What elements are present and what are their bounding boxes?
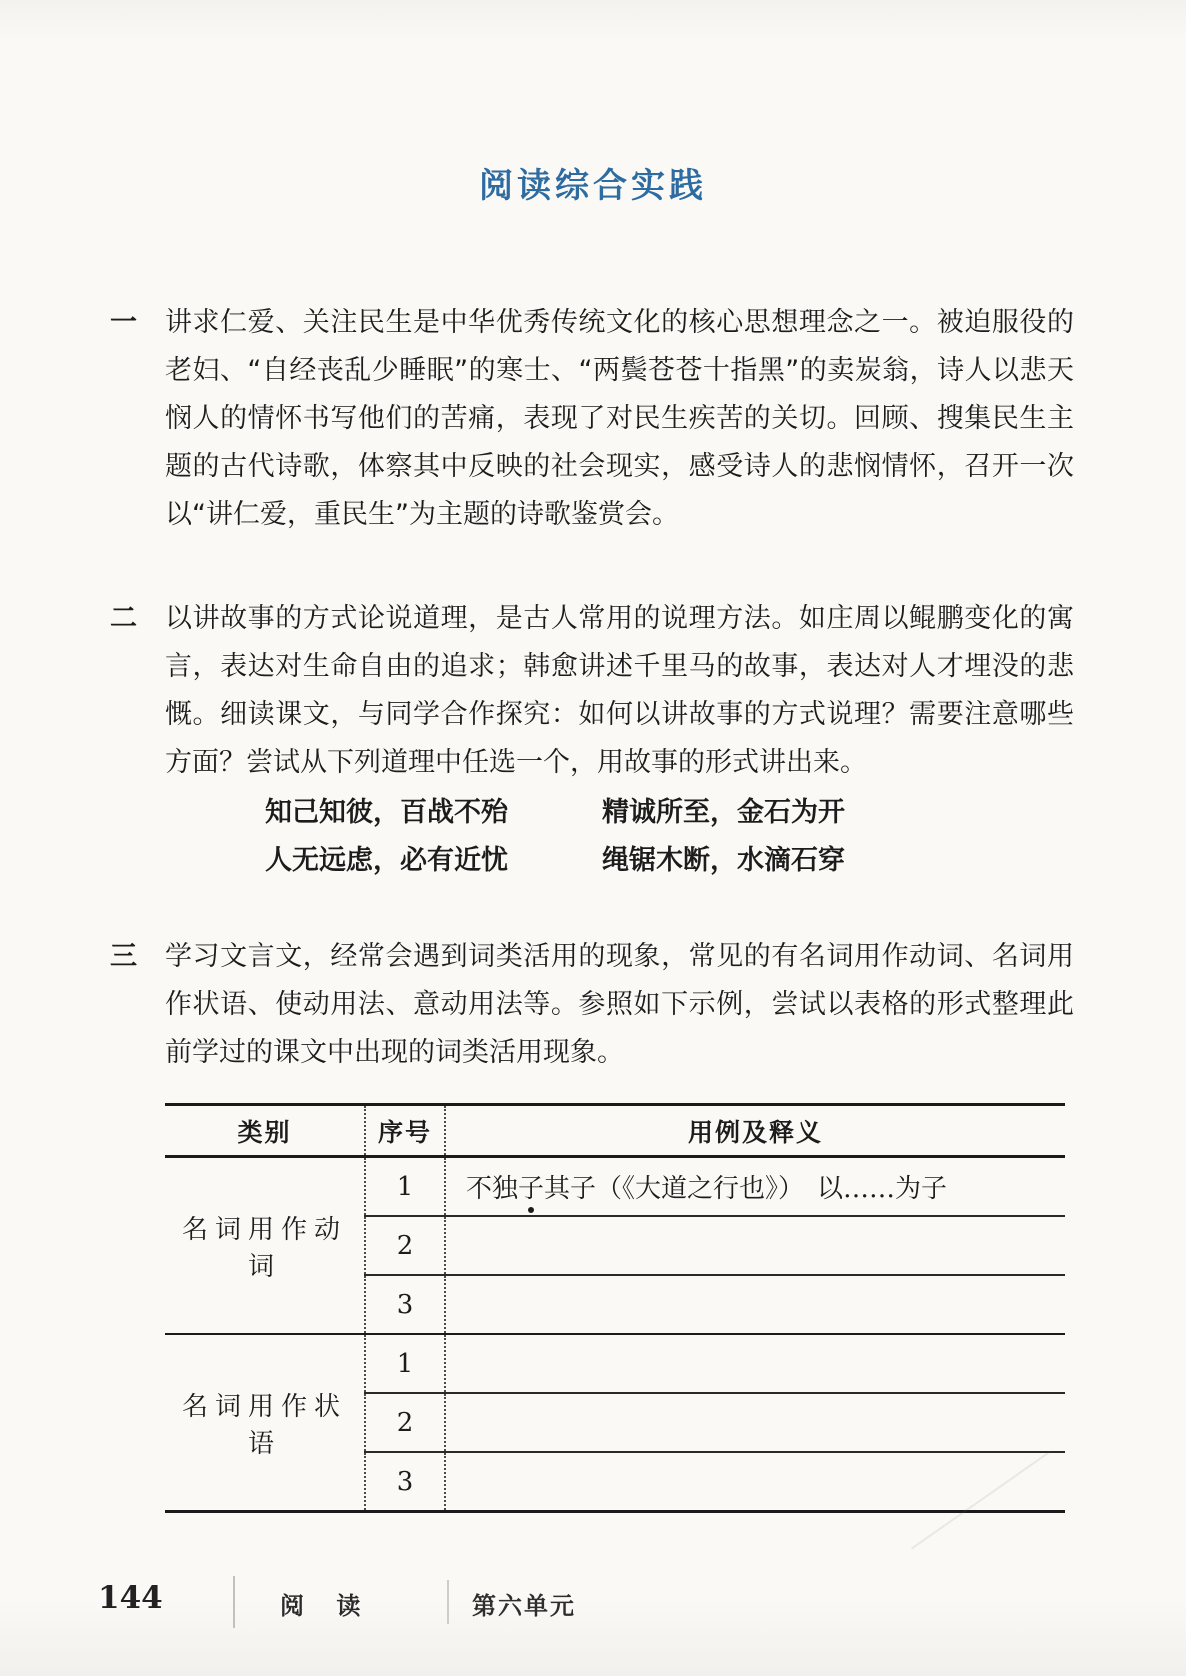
section-3-number: 三 xyxy=(110,941,137,972)
word-usage-table xyxy=(165,1103,1065,1513)
index-cell: 1 xyxy=(365,1334,445,1393)
proverb-2: 精诚所至，金石为开 xyxy=(602,797,845,828)
index-cell: 3 xyxy=(365,1452,445,1512)
index-cell: 1 xyxy=(365,1157,445,1217)
example-before: 不独 xyxy=(466,1174,519,1204)
proverb-3: 人无远虑，必有近忧 xyxy=(265,845,508,876)
proverb-4: 绳锯木断，水滴石穿 xyxy=(602,845,845,876)
usage-empty-cell xyxy=(445,1275,1065,1334)
table-header-row xyxy=(165,1105,1065,1157)
table-row xyxy=(165,1334,1065,1393)
section-2 xyxy=(110,595,1074,787)
index-cell: 2 xyxy=(365,1216,445,1275)
footer-divider xyxy=(447,1580,449,1624)
footer-section-label: 阅 读 xyxy=(280,1592,373,1620)
page-title: 阅读综合实践 xyxy=(479,166,707,206)
header-index: 序号 xyxy=(365,1105,445,1157)
proverb-1: 知己知彼，百战不殆 xyxy=(265,797,508,828)
index-cell: 2 xyxy=(365,1393,445,1452)
proverb-row-1 xyxy=(265,789,1074,837)
section-3 xyxy=(110,933,1074,1077)
usage-empty-cell xyxy=(445,1334,1065,1393)
page-content xyxy=(0,299,1186,1513)
header-category: 类别 xyxy=(165,1105,365,1157)
category-cell-verb: 名词用作动词 xyxy=(181,1214,347,1282)
section-1-number: 一 xyxy=(110,307,137,338)
proverb-list xyxy=(110,789,1074,885)
usage-example-cell xyxy=(445,1157,1065,1217)
usage-empty-cell xyxy=(445,1452,1065,1512)
example-emphasized-char: 子 xyxy=(518,1168,544,1205)
usage-empty-cell xyxy=(445,1216,1065,1275)
section-1 xyxy=(110,299,1074,539)
usage-empty-cell xyxy=(445,1393,1065,1452)
section-2-text: 以讲故事的方式论说道理，是古人常用的说理方法。如庄周以鲲鹏变化的寓言，表达对生命自由的追求；韩愈讲述千里马的故事，表达对人才埋没的悲慨。细读课文，与同学合作探究：如何以讲故事的方式说理？需要注意哪些方面？尝试从下列道理中任选一个，用故事的形式讲出来。 xyxy=(165,603,1074,778)
footer-divider xyxy=(233,1576,235,1628)
index-cell: 3 xyxy=(365,1275,445,1334)
category-cell-adverbial: 名词用作状语 xyxy=(165,1334,365,1512)
section-3-text: 学习文言文，经常会遇到词类活用的现象，常见的有名词用作动词、名词用作状语、使动用法、意动用法等。参照如下示例，尝试以表格的形式整理此前学过的课文中出现的词类活用现象。 xyxy=(165,941,1074,1068)
page-number: 144 xyxy=(98,1580,163,1616)
proverb-row-2 xyxy=(265,837,1074,885)
section-2-number: 二 xyxy=(110,603,137,634)
table-row xyxy=(165,1157,1065,1217)
header-usage: 用例及释义 xyxy=(445,1105,1065,1157)
footer-unit-label: 第六单元 xyxy=(472,1592,576,1620)
example-after: 其子（《大道之行也》） 以……为子 xyxy=(544,1174,948,1204)
section-1-text: 讲求仁爱、关注民生是中华优秀传统文化的核心思想理念之一。被迫服役的老妇、“自经丧乱少睡眠”的寒士、“两鬓苍苍十指黑”的卖炭翁，诗人以悲天悯人的情怀书写他们的苦痛，表现了对民生疾苦的关切。回顾、搜集民生主题的古代诗歌，体察其中反映的社会现实，感受诗人的悲悯情怀，召开一次以“讲仁爱，重民生”为主题的诗歌鉴赏会。 xyxy=(165,307,1074,530)
page-footer xyxy=(0,1576,1186,1628)
